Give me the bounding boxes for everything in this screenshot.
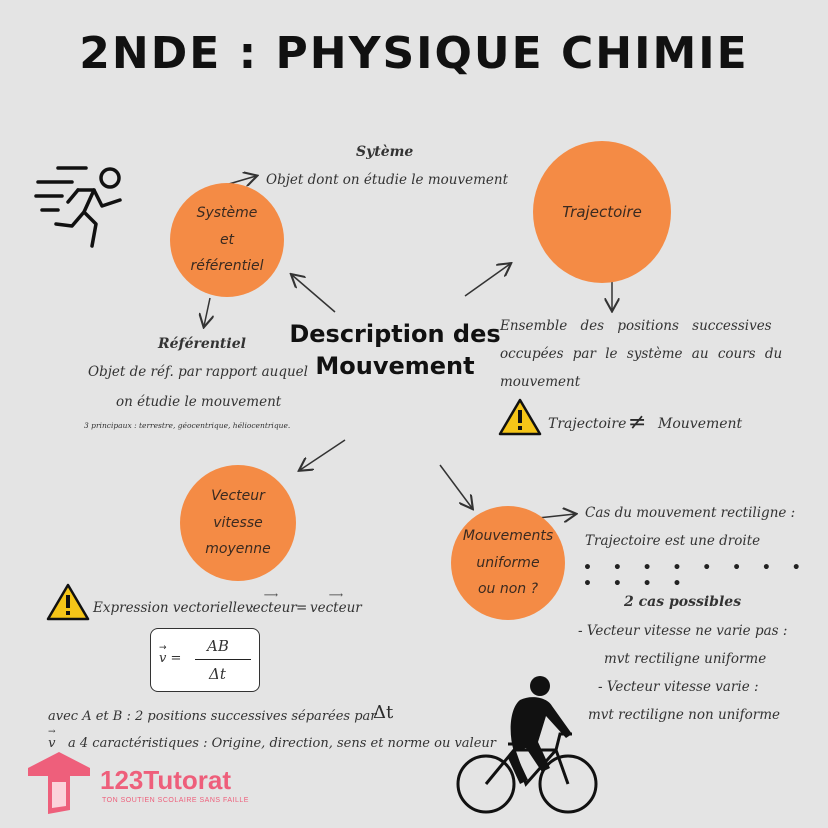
arrow-mouvements-note (538, 514, 575, 518)
formula-lhs-arrow: → (159, 643, 167, 653)
carac-v-text: v (48, 736, 56, 751)
node-systeme-line3: référentiel (190, 258, 264, 275)
case2-line2: mvt rectiligne non uniforme (588, 707, 781, 723)
formula-den: Δt (209, 665, 226, 683)
trajectoire-line2: occupées par le système au cours du (500, 346, 783, 362)
formula-num: AB (207, 637, 229, 655)
referentiel-line2: on étudie le mouvement (116, 394, 282, 410)
node-mouvements-line2: uniforme (476, 554, 540, 571)
mouvement-heading: 2 cas possibles (624, 594, 742, 610)
case1-line1: - Vecteur vitesse ne varie pas : (578, 623, 788, 639)
expression-vec2 (310, 592, 362, 616)
mouvement-line1: Cas du mouvement rectiligne : (585, 505, 796, 521)
dotted-separator: • • • • • • • • • • • • (583, 560, 809, 592)
page-title: 2NDE : PHYSIQUE CHIMIE (79, 28, 749, 79)
arrow-systeme-referentiel (204, 298, 210, 326)
expression-vec2-text: vecteur (310, 600, 362, 616)
arrow-center-systeme (292, 275, 335, 312)
expression-label: Expression vectorielle : (93, 600, 254, 616)
vector-arrow-2: ⟶ (328, 590, 344, 601)
node-vecteur-line2: vitesse (213, 514, 263, 531)
cyclist-icon (452, 672, 602, 820)
brand-name: 123Tutorat (100, 765, 231, 795)
runner-icon (28, 160, 138, 260)
formula-fraction-bar (195, 659, 251, 660)
referentiel-line1: Objet de réf. par rapport auquel (88, 364, 308, 380)
trajectoire-line1: Ensemble des positions successives (500, 318, 772, 334)
avec-line: avec A et B : 2 positions successives séparées par (48, 709, 377, 724)
node-vecteur-line1: Vecteur (211, 488, 265, 505)
neq-symbol: ≠ (628, 410, 647, 435)
case2-line1: - Vecteur vitesse varie : (598, 679, 759, 695)
vector-arrow-1: ⟶ (263, 590, 279, 601)
node-systeme (170, 183, 284, 297)
systeme-text: Objet dont on étudie le mouvement (266, 172, 508, 188)
node-vecteur-line3: moyenne (205, 541, 271, 558)
node-trajectoire-label: Trajectoire (562, 202, 642, 221)
node-trajectoire (533, 141, 671, 283)
mouvement-line2: Trajectoire est une droite (585, 533, 761, 549)
arrow-center-vecteur (300, 440, 345, 470)
node-vecteur (180, 465, 296, 581)
formula-box (150, 628, 260, 692)
center-title-line2: Mouvement (315, 352, 475, 381)
center-title (280, 318, 510, 383)
brand-tagline: TON SOUTIEN SCOLAIRE SANS FAILLE (102, 797, 249, 804)
trajectoire-line3: mouvement (500, 374, 581, 390)
logo-icon (24, 750, 94, 816)
node-systeme-line2: et (219, 231, 235, 248)
case1-line2: mvt rectiligne uniforme (604, 651, 767, 667)
warning-mouvement: Mouvement (658, 416, 743, 432)
referentiel-small: 3 principaux : terrestre, géocentrique, héliocentrique. (84, 421, 291, 430)
systeme-heading: Sytème (356, 144, 414, 160)
warning-icon (498, 398, 542, 436)
warning-trajectoire: Trajectoire (548, 416, 627, 432)
carac-v-symbol: → v (48, 727, 56, 751)
expression-vec1 (245, 592, 297, 616)
node-mouvements-line3: ou non ? (477, 581, 539, 598)
arrow-center-mouvements (440, 465, 472, 508)
node-mouvements-line1: Mouvements (462, 528, 554, 545)
avec-delta: Δt (373, 702, 394, 723)
warning-icon (46, 583, 90, 621)
center-title-line1: Description des (289, 320, 501, 348)
arrow-center-trajectoire (465, 264, 510, 296)
expression-equals: = (296, 600, 308, 616)
node-systeme-line1: Système (196, 205, 258, 222)
expression-vec1-text: vecteur (245, 600, 297, 616)
formula-lhs: v = (159, 651, 182, 666)
carac-line: a 4 caractéristiques : Origine, direction, sens et norme ou valeur (68, 736, 496, 751)
node-mouvements (451, 506, 565, 620)
referentiel-heading: Référentiel (158, 336, 246, 352)
